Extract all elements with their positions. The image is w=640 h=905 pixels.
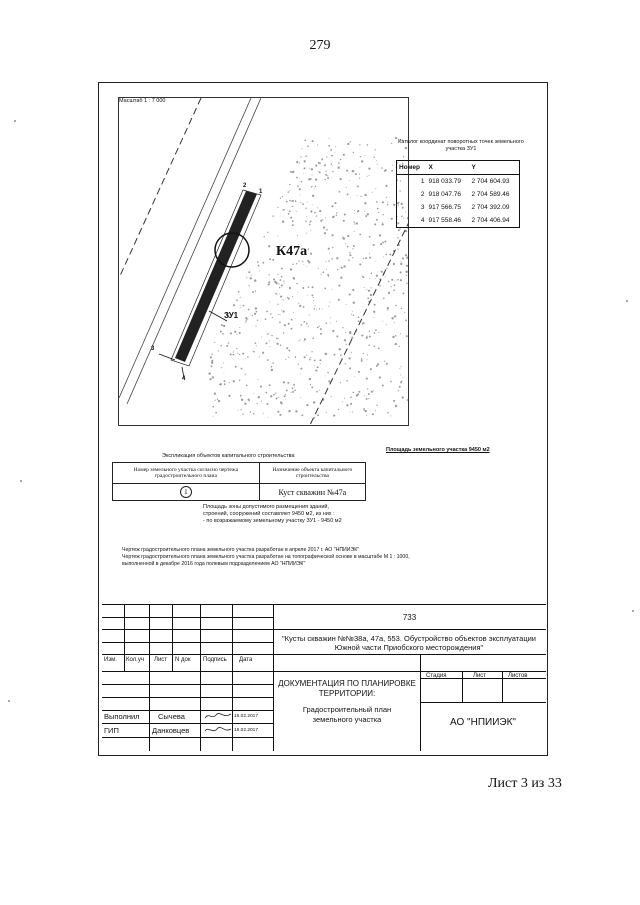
signer-date: 16.02.2017 — [234, 714, 259, 719]
divider — [102, 723, 273, 724]
change-header: Дата — [239, 657, 253, 663]
stage-header: Листов — [508, 673, 528, 679]
explication-title: Экспликация объектов капитального строительства — [162, 453, 295, 459]
divider — [102, 671, 546, 672]
explication-cell-purpose: Куст скважин №47а — [259, 484, 365, 501]
divider — [273, 629, 546, 630]
scan-speck — [20, 480, 22, 482]
cell-x: 918 047.76 — [428, 191, 462, 198]
cell-x: 918 033.79 — [428, 178, 462, 185]
explication-header-purpose: Назначение объекта капитального строительства — [259, 463, 365, 484]
site-plan-map — [118, 97, 409, 426]
coordinates-table — [396, 160, 520, 228]
point-label-1: 1 — [259, 189, 263, 195]
divider — [102, 684, 273, 685]
divider — [102, 654, 546, 655]
note-line: Чертеж градостроительного плана земельного участка разработан в апреле 2017 г. АО "НПИИЭК" — [122, 547, 360, 553]
divider — [102, 737, 273, 738]
table-header-row — [397, 161, 520, 175]
document-title: ДОКУМЕНТАЦИЯ ПО ПЛАНИРОВКЕ ТЕРРИТОРИИ: — [278, 679, 416, 698]
signer-role: ГИП — [104, 726, 119, 735]
note-line: выполненной в декабре 2016 года полевым подразделением АО "НПИИЭК" — [122, 561, 306, 567]
divider — [200, 605, 201, 751]
table-row — [397, 214, 520, 228]
scan-speck — [14, 120, 16, 122]
zone-note — [203, 504, 342, 526]
table-row — [113, 484, 366, 501]
road-edge-line — [127, 98, 261, 404]
parcel-zu1-shape — [175, 191, 257, 362]
signer-name: Сычева — [158, 712, 185, 721]
company-name: АО "НПИИЭК" — [450, 717, 516, 728]
change-header: Кол.уч — [126, 657, 144, 663]
cell-number: 1 — [420, 178, 425, 185]
change-header: Подпись — [203, 657, 227, 663]
divider — [502, 671, 503, 702]
zone-note-line: строений, сооружений составляет 9450 м2, из них : — [203, 511, 335, 518]
change-header: Лист — [154, 657, 168, 663]
explication-header-number: Номер земельного участка согласно чертежа градостроительного плана — [113, 463, 260, 484]
divider — [102, 642, 273, 643]
zone-note-line: Площадь зоны допустимого размещения зданий, — [203, 504, 330, 510]
table-row — [397, 175, 520, 189]
cell-x: 917 566.75 — [428, 204, 462, 211]
scan-speck — [632, 610, 634, 612]
document-code: 733 — [402, 613, 417, 622]
sheet-label: Лист 3 из 33 — [488, 776, 562, 791]
divider — [462, 671, 463, 702]
table-row — [397, 201, 520, 214]
point-label-2: 2 — [243, 183, 247, 189]
signer-date: 16.02.2017 — [234, 728, 259, 733]
catalog-title: Каталог координат поворотных точек земельного участка ЗУ1 — [398, 139, 524, 152]
project-title: "Кусты скважин №№38а, 47а, 553. Обустройство объектов эксплуатации Южной части Приобского месторождения" — [282, 634, 536, 652]
stage-header: Стадия — [426, 673, 447, 679]
explication-table — [112, 462, 366, 501]
scan-speck — [626, 300, 628, 302]
signer-name: Данковцев — [152, 726, 190, 735]
table-row — [397, 188, 520, 201]
cell-number: 3 — [420, 204, 425, 211]
parcel-number-circle: 1 — [180, 486, 192, 498]
point-label-3: 3 — [151, 346, 155, 352]
signer-role: Выполнил — [104, 712, 140, 721]
note-line: Чертеж градостроительного плана земельного участка разработан на топографической основе в масштабе М 1 : 1000, — [122, 554, 410, 560]
boundary-dash-line — [119, 98, 201, 278]
scan-speck — [8, 700, 10, 702]
title-block — [102, 604, 546, 752]
vegetation-texture — [208, 137, 409, 419]
divider — [102, 697, 273, 698]
table-header-row — [113, 463, 366, 484]
cell-y: 2 704 589.46 — [471, 191, 510, 198]
divider — [124, 605, 125, 671]
divider — [102, 710, 273, 711]
header-number: Номер — [397, 161, 427, 175]
document-subtitle: Градостроительный план земельного участка — [302, 705, 392, 724]
cell-y: 2 704 392.09 — [471, 204, 510, 211]
parcel-area-label: Площадь земельного участка 9450 м2 — [386, 447, 490, 453]
divider — [420, 702, 546, 703]
signature-mark — [203, 725, 233, 735]
stage-header: Лист — [473, 673, 487, 679]
header-y: Y — [470, 161, 520, 175]
divider — [172, 605, 173, 671]
explication-cell-number — [113, 484, 260, 501]
divider — [273, 671, 274, 751]
cell-x: 917 558.46 — [428, 217, 462, 224]
header-x: X — [427, 161, 470, 175]
map-scale-label: Масштаб 1 : 7 000 — [119, 98, 166, 104]
cell-number: 4 — [420, 217, 425, 224]
parcel-label: ЗУ1 — [224, 311, 239, 320]
cell-y: 2 704 406.94 — [471, 217, 510, 224]
cell-y: 2 704 604.93 — [471, 178, 510, 185]
page-number: 279 — [309, 38, 331, 53]
zone-note-line: - по возражаемому земельному участку ЗУ1 - 9450 м2 — [203, 518, 342, 525]
drawing-notes — [122, 547, 410, 568]
divider — [102, 617, 273, 618]
divider — [102, 629, 273, 630]
cell-number: 2 — [420, 191, 425, 198]
signature-mark — [203, 711, 233, 721]
map-graphic — [119, 98, 409, 426]
change-header: N док — [175, 657, 191, 663]
zone-label: К47а — [276, 244, 308, 259]
point-label-4: 4 — [182, 376, 186, 382]
change-header: Изм. — [104, 657, 117, 663]
divider — [149, 605, 150, 751]
